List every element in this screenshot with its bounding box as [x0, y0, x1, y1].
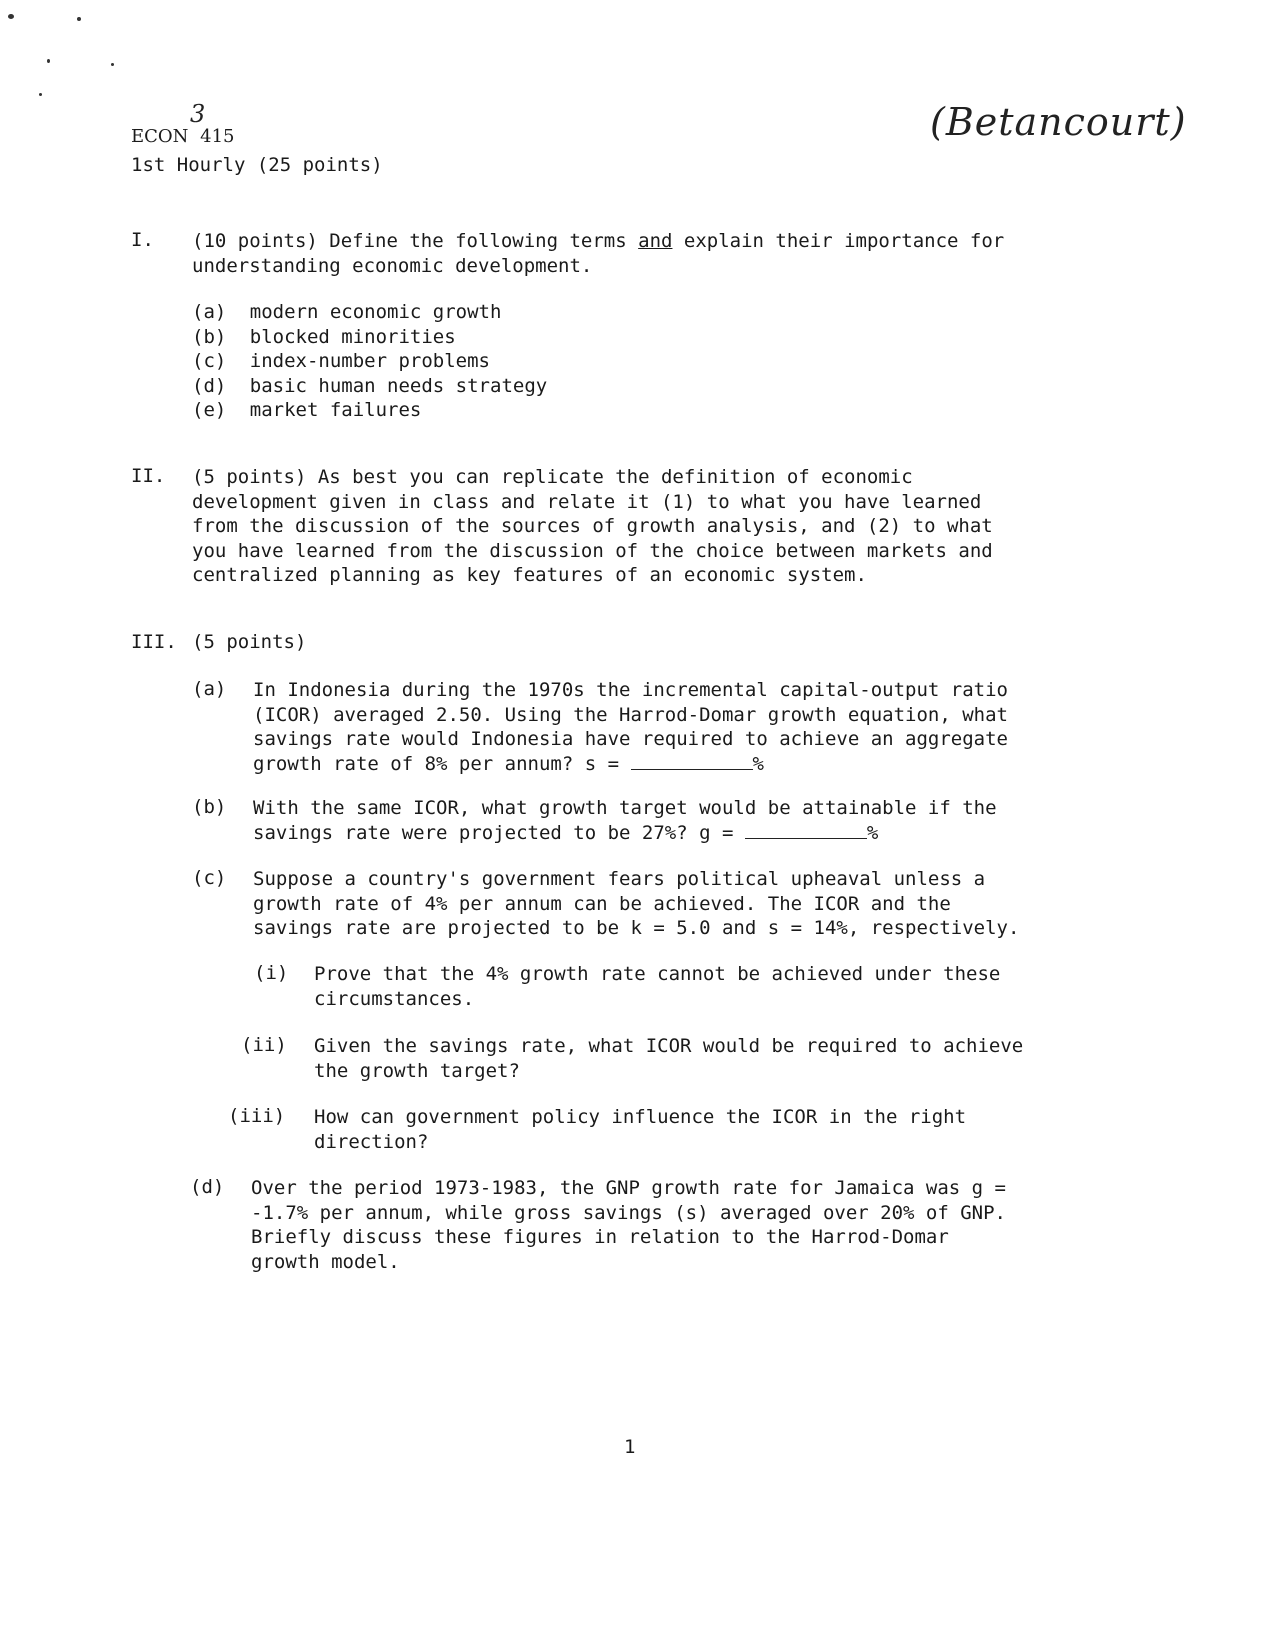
item-text: market failures: [249, 399, 422, 421]
q2-line: (5 points) As best you can replicate the definition of economic: [192, 466, 913, 488]
q3d-line: -1.7% per annum, while gross savings (s) averaged over 20% of GNP.: [251, 1201, 1006, 1224]
item-text: basic human needs strategy: [249, 374, 548, 397]
q3d-label: (d): [190, 1176, 225, 1198]
q3c-i-label: (i): [254, 962, 289, 984]
q3c-i-line: Prove that the 4% growth rate cannot be achieved under these: [314, 963, 1001, 985]
item-label: (c): [192, 350, 227, 372]
q3a-unit: %: [752, 752, 764, 775]
list-item: [192, 374, 547, 399]
q3d-line: Over the period 1973-1983, the GNP growth rate for Jamaica was g =: [251, 1177, 1006, 1199]
q3a-line: [253, 752, 1008, 777]
q1-line-rest: explain their importance for: [683, 230, 1005, 252]
q1-line-start: (10 points) Define the following terms: [192, 230, 627, 252]
item-label: (a): [192, 301, 227, 323]
q2-text: [192, 465, 993, 588]
scan-speck: [8, 14, 14, 19]
q1-text: [192, 229, 1004, 278]
q3a-text: [253, 678, 1008, 776]
q3c-iii-line: direction?: [314, 1130, 429, 1153]
list-item: [192, 398, 547, 423]
item-text: blocked minorities: [249, 325, 456, 348]
q3d-line: growth model.: [251, 1250, 400, 1273]
q3c-ii-line: Given the savings rate, what ICOR would be required to achieve: [314, 1035, 1024, 1057]
q3a-line: (ICOR) averaged 2.50. Using the Harrod-Domar growth equation, what: [253, 703, 1008, 726]
item-label: (b): [192, 325, 227, 348]
q3c-iii-text: [314, 1105, 966, 1154]
q3b-line: With the same ICOR, what growth target would be attainable if the: [253, 797, 997, 819]
item-label: (e): [192, 399, 227, 421]
q3d-line: Briefly discuss these figures in relation to the Harrod-Domar: [251, 1226, 949, 1248]
q1-line: understanding economic development.: [192, 254, 593, 277]
item-text: modern economic growth: [249, 301, 502, 323]
q3c-text: [253, 867, 1019, 941]
q1-line: [192, 229, 1004, 254]
q3c-iii-line: How can government policy influence the ICOR in the right: [314, 1106, 967, 1128]
q3c-iii-label: (iii): [228, 1105, 286, 1127]
q2-line: centralized planning as key features of an economic system.: [192, 564, 867, 586]
q3a-label: (a): [192, 678, 227, 700]
scan-speck: [111, 63, 114, 66]
q3b-label: (b): [192, 796, 227, 818]
exam-title: 1st Hourly (25 points): [131, 154, 383, 176]
q3-numeral: III.: [131, 631, 177, 653]
q1-underlined-word: and: [638, 230, 673, 252]
q3c-label: (c): [192, 867, 227, 889]
q3b-line: [253, 821, 997, 846]
scan-speck: [39, 93, 42, 96]
q3c-line: growth rate of 4% per annum can be achieved. The ICOR and the: [253, 892, 951, 915]
list-item: [192, 300, 547, 325]
q3a-prompt: growth rate of 8% per annum? s =: [253, 752, 620, 775]
q3a-line: In Indonesia during the 1970s the incremental capital-output ratio: [253, 679, 1008, 701]
course-number: 415: [200, 126, 235, 147]
page-number: 1: [624, 1436, 636, 1458]
course-code: [131, 126, 235, 147]
q3b-unit: %: [866, 821, 879, 844]
q1-numeral: I.: [131, 229, 154, 251]
q1-items: [192, 300, 547, 423]
q2-line: you have learned from the discussion of the choice between markets and: [192, 539, 993, 562]
q2-line: from the discussion of the sources of growth analysis, and (2) to what: [192, 515, 993, 537]
q3c-line: Suppose a country's government fears political upheaval unless a: [253, 868, 986, 890]
course-number-correction: 3: [190, 100, 206, 128]
scan-speck: [47, 59, 50, 63]
answer-blank-g[interactable]: [745, 822, 867, 839]
q2-line: development given in class and relate it (1) to what you have learned: [192, 490, 982, 513]
course-prefix: ECON: [131, 126, 189, 147]
item-label: (d): [192, 374, 227, 397]
q3a-line: savings rate would Indonesia have required to achieve an aggregate: [253, 728, 1008, 750]
q3c-ii-line: the growth target?: [314, 1059, 520, 1082]
list-item: [192, 325, 547, 350]
q3-heading: (5 points): [192, 631, 307, 653]
q3d-text: [251, 1176, 1006, 1274]
list-item: [192, 349, 547, 374]
q3c-line: savings rate are projected to be k = 5.0 and s = 14%, respectively.: [253, 917, 1020, 939]
q3c-ii-text: [314, 1034, 1023, 1083]
q2-numeral: II.: [131, 465, 166, 487]
q3c-i-text: [314, 962, 1000, 1011]
q3c-ii-label: (ii): [241, 1034, 287, 1056]
q3c-i-line: circumstances.: [314, 987, 475, 1010]
scan-speck: [77, 17, 81, 21]
item-text: index-number problems: [249, 350, 490, 372]
answer-blank-s[interactable]: [631, 753, 753, 770]
q3b-text: [253, 796, 997, 845]
q3b-prompt: savings rate were projected to be 27%? g =: [253, 821, 734, 844]
student-name: (Betancourt): [930, 100, 1187, 144]
